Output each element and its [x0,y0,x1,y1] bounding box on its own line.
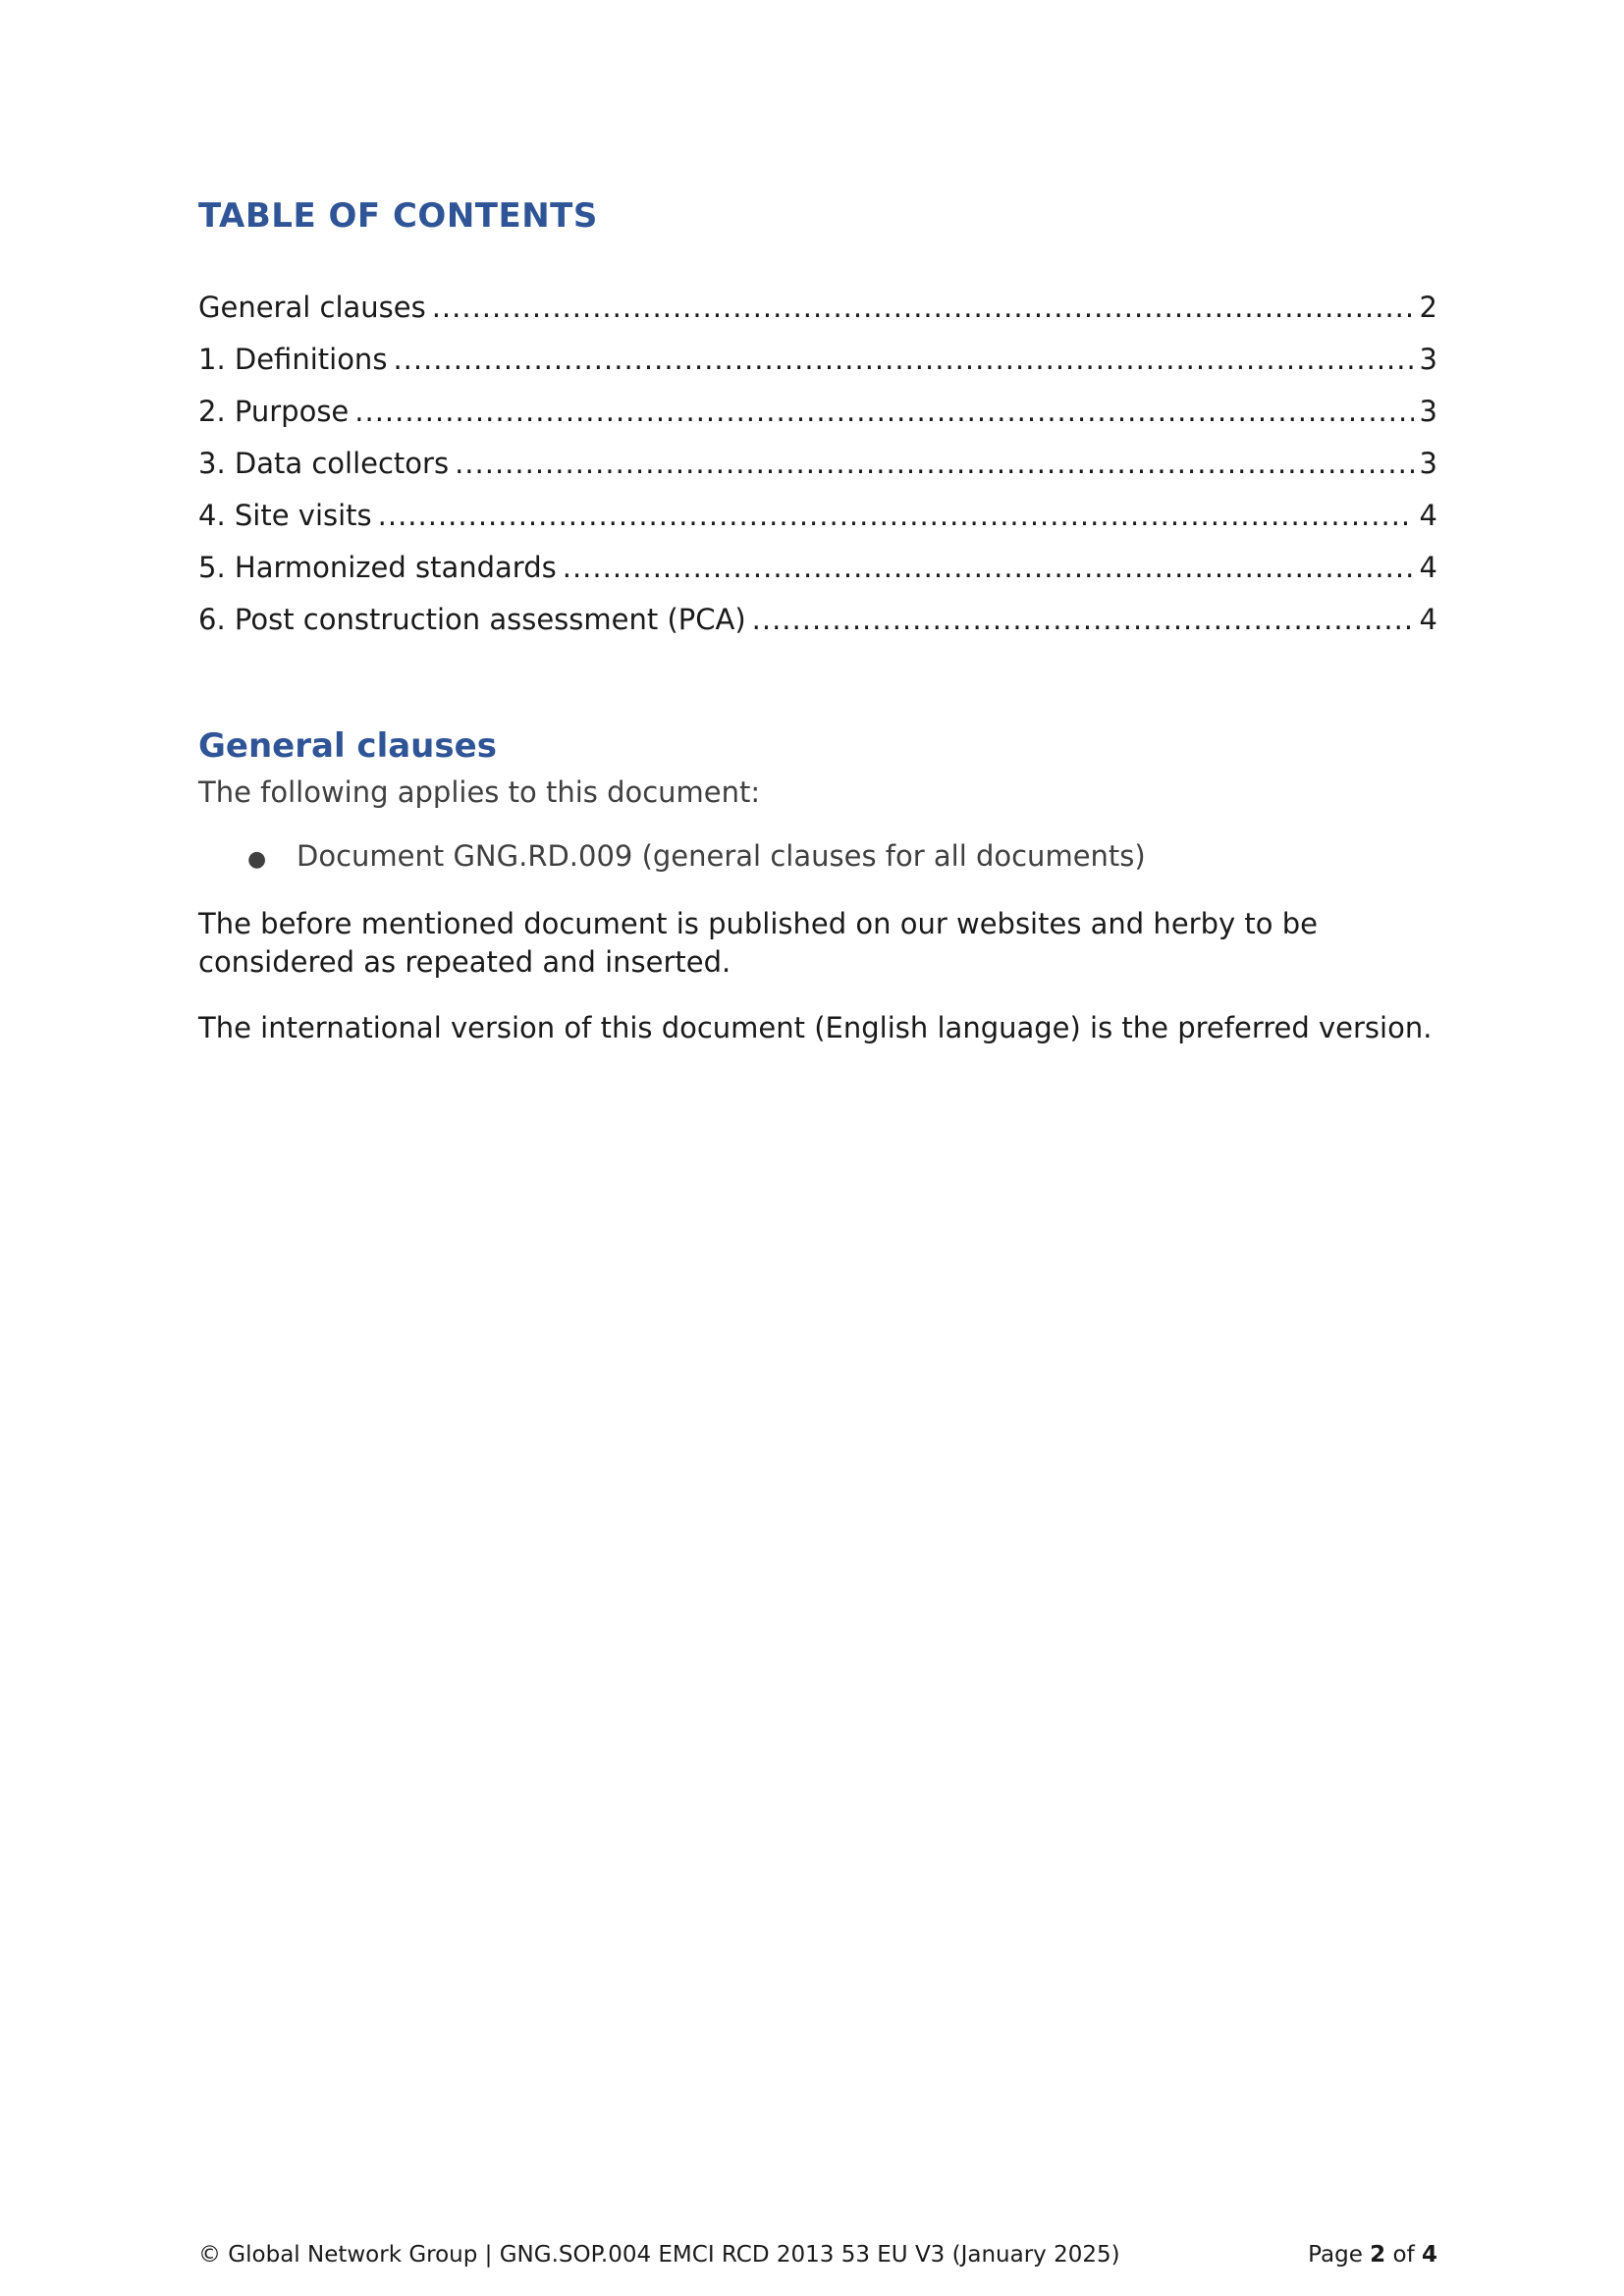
toc-leader-dots [432,291,1414,324]
toc-entry-harmonized-standards[interactable] [198,551,1437,603]
toc-entry-label: 3. Data collectors [198,447,450,480]
toc-entry-site-visits[interactable] [198,499,1437,551]
footer-page-current: 2 [1370,2242,1386,2268]
toc-entry-page: 3 [1419,395,1437,428]
toc-entry-page: 2 [1419,291,1437,324]
toc-title: TABLE OF CONTENTS [198,196,598,236]
footer-document-reference: © Global Network Group | GNG.SOP.004 EMCI RCD 2013 53 EU V3 (January 2025) [198,2242,1120,2268]
toc-entry-post-construction-assessment[interactable] [198,603,1437,655]
toc-entry-label: 6. Post construction assessment (PCA) [198,603,746,636]
footer-page-prefix: Page [1308,2242,1363,2268]
toc-entry-general-clauses[interactable] [198,291,1437,343]
page-footer [198,2242,1437,2268]
toc-entry-data-collectors[interactable] [198,447,1437,499]
list-item [198,839,1146,873]
toc-entry-label: 2. Purpose [198,395,350,428]
toc-entry-page: 3 [1419,447,1437,480]
list-item-text: Document GNG.RD.009 (general clauses for all documents) [297,839,1146,873]
toc-entry-definitions[interactable] [198,343,1437,395]
general-clauses-bullet-list [198,839,1146,873]
toc-leader-dots [563,551,1414,584]
toc-leader-dots [393,343,1413,376]
footer-page-of: of [1392,2242,1415,2268]
toc-entry-page: 4 [1419,499,1437,532]
toc-entry-label: General clauses [198,291,426,324]
bullet-icon: ● [247,847,267,872]
toc-entry-page: 4 [1419,551,1437,584]
footer-page-number [1308,2242,1437,2268]
toc-entry-page: 3 [1419,343,1437,376]
toc-entry-label: 4. Site visits [198,499,372,532]
toc-leader-dots [455,447,1413,480]
toc-entry-page: 4 [1419,603,1437,636]
toc-leader-dots [378,499,1414,532]
toc-leader-dots [752,603,1414,636]
table-of-contents [198,291,1437,655]
general-clauses-intro: The following applies to this document: [198,775,761,809]
toc-entry-label: 1. Definitions [198,343,388,376]
toc-entry-purpose[interactable] [198,395,1437,447]
toc-entry-label: 5. Harmonized standards [198,551,557,584]
footer-page-total: 4 [1421,2242,1437,2268]
section-heading-general-clauses: General clauses [198,726,497,766]
paragraph-published-notice: The before mentioned document is published on our websites and herby to be considered as repeated and inserted. [198,907,1318,979]
toc-leader-dots [354,395,1413,428]
paragraph-preferred-version: The international version of this document (English language) is the preferred version. [198,1011,1433,1044]
